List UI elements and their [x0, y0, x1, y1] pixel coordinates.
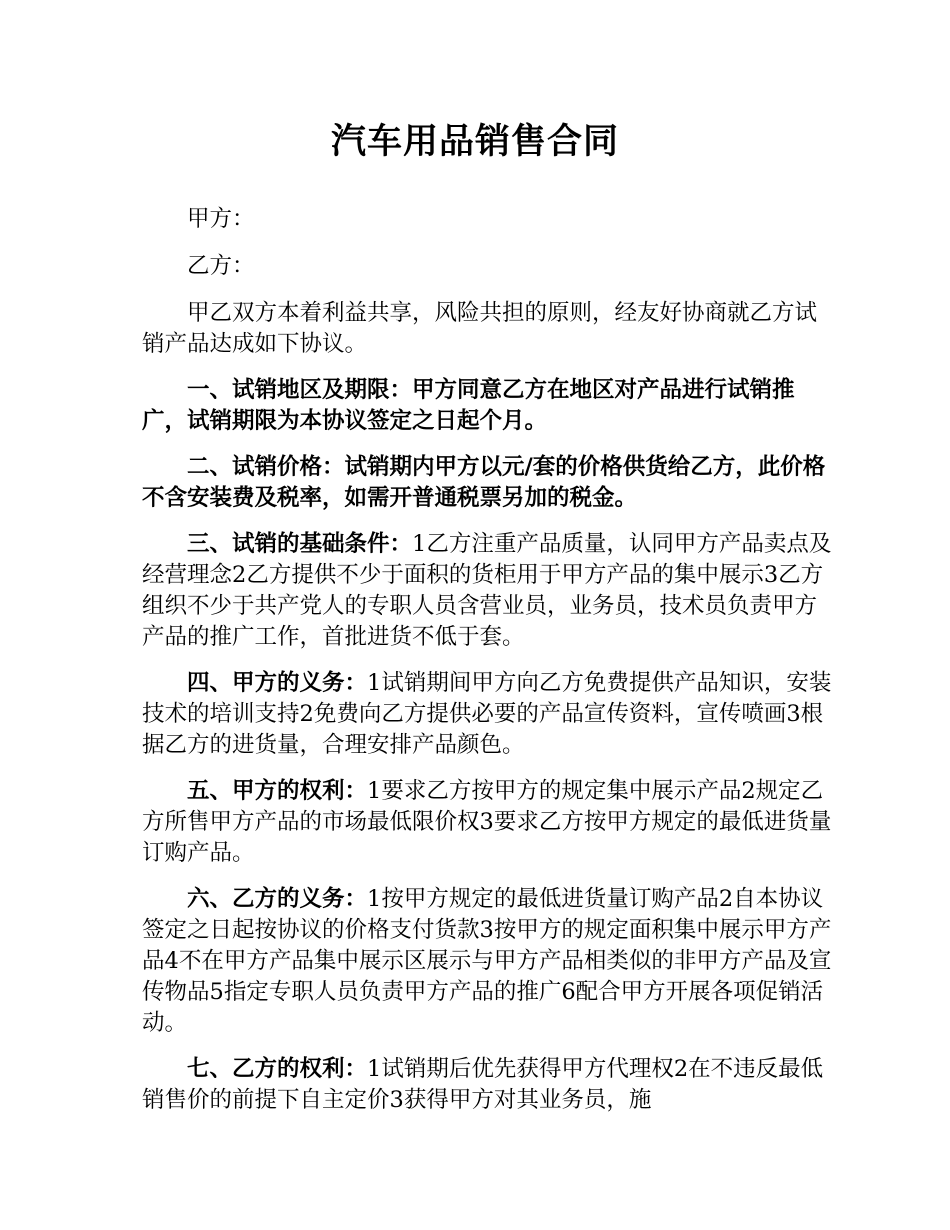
clause-3: [142, 529, 832, 653]
clause-2: [142, 452, 832, 514]
clause-7: [142, 1054, 832, 1116]
clause-heading: 一、试销地区及期限：: [187, 377, 413, 403]
party-a-line: 甲方：: [187, 206, 255, 232]
clause-5: [142, 776, 832, 869]
clause-heading: 四、甲方的义务：: [187, 670, 368, 696]
clause-text: 1试销期后优先获得甲方代理权2在不违反最低销售价的前提下自主定价3获得甲方对其业务员，施: [142, 1056, 824, 1113]
clause-text: 试销期内甲方以元/套的价格供货给乙方，此价格不含安装费及税率，如需开普通税票另加的税金。: [142, 454, 826, 511]
clause-text: 1乙方注重产品质量，认同甲方产品卖点及经营理念2乙方提供不少于面积的货柜用于甲方产品的集中展示3乙方组织不少于共产党人的专职人员含营业员，业务员，技术员负责甲方产品的推广工作，首批进货不低于套。: [142, 531, 832, 650]
clause-6: [142, 884, 832, 1039]
clause-heading: 二、试销价格：: [187, 454, 345, 480]
clause-text: 甲方同意乙方在地区对产品进行试销推广，试销期限为本协议签定之日起个月。: [142, 377, 795, 434]
contract-title: 汽车用品销售合同: [330, 122, 619, 162]
clause-text: 1按甲方规定的最低进货量订购产品2自本协议签定之日起按协议的价格支付货款3按甲方的规定面积集中展示甲方产品4不在甲方产品集中展示区展示与甲方产品相类似的非甲方产品及宣传物品5指定专职人员负责甲方产品的推广6配合甲方开展各项促销活动。: [142, 886, 832, 1036]
contract-body: [142, 204, 832, 1131]
clause-heading: 六、乙方的义务：: [187, 886, 368, 912]
clause-4: [142, 668, 832, 761]
intro-paragraph: 甲乙双方本着利益共享，风险共担的原则，经友好协商就乙方试销产品达成如下协议。: [142, 300, 818, 357]
clause-1: [142, 375, 832, 437]
clause-text: 1试销期间甲方向乙方免费提供产品知识，安装技术的培训支持2免费向乙方提供必要的产品宣传资料，宣传喷画3根据乙方的进货量，合理安排产品颜色。: [142, 670, 832, 758]
clause-heading: 五、甲方的权利：: [187, 778, 368, 804]
clause-text: 1要求乙方按甲方的规定集中展示产品2规定乙方所售甲方产品的市场最低限价权3要求乙方按甲方规定的最低进货量订购产品。: [142, 778, 832, 866]
party-b-line: 乙方：: [187, 253, 255, 279]
clause-heading: 七、乙方的权利：: [187, 1056, 368, 1082]
clause-heading: 三、试销的基础条件：: [187, 531, 413, 557]
